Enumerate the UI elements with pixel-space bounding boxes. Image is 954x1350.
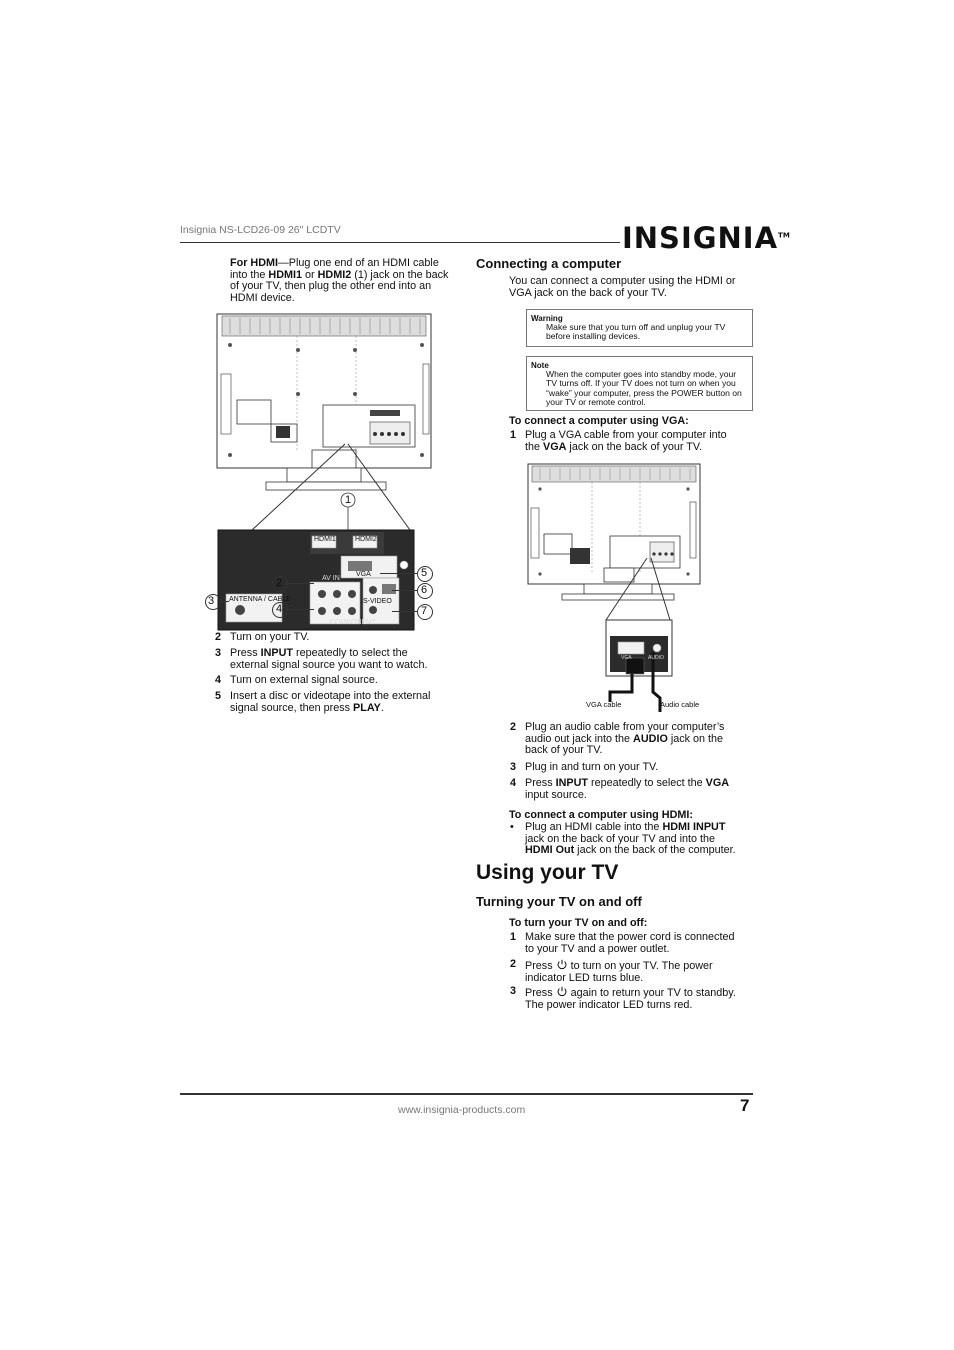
turn-step-3 (510, 986, 754, 1010)
callout-4: 4 (276, 603, 283, 615)
step-number: 2 (215, 631, 222, 643)
step-number: 2 (510, 958, 517, 970)
hdmi-bullet (510, 822, 754, 858)
step-text-part: to your TV and a power outlet. (525, 942, 670, 955)
callout-2: 2 (276, 577, 283, 589)
left-step-3 (215, 648, 465, 672)
step-number: 3 (510, 985, 517, 997)
turning-tv-heading: Turning your TV on and off (476, 894, 642, 909)
step-text-part: repeatedly to select the (293, 647, 408, 659)
left-step-2 (215, 632, 465, 644)
connecting-computer-heading: Connecting a computer (476, 256, 622, 271)
note-label: Note (531, 361, 549, 370)
step-number: 1 (510, 931, 517, 943)
hdmi-text-1: —Plug one end of an HDMI cable into the (230, 257, 439, 281)
tv-back-vga-figure (520, 462, 710, 722)
turn-step-2 (510, 959, 754, 983)
vga-cable-label: VGA cable (586, 700, 622, 709)
leader-6 (392, 590, 417, 591)
insignia-logo (622, 221, 790, 255)
vga-step-3 (510, 762, 754, 774)
step-text-part: input source. (525, 788, 587, 801)
step-number: 1 (510, 429, 517, 441)
step-text-part: jack on the (667, 732, 724, 745)
audio-label: AUDIO (633, 732, 668, 745)
step-text (525, 986, 736, 1011)
step-text-part: Make sure that the power cord is connected (525, 931, 735, 943)
step-text-part: jack on the back of the computer. (574, 844, 736, 857)
step-text-part: the (525, 440, 544, 453)
input-label: INPUT (260, 647, 294, 659)
step-text-part: indicator LED turns blue. (525, 971, 644, 984)
step-text (525, 822, 736, 857)
vga-step-1 (510, 430, 754, 454)
step-number: 4 (215, 674, 222, 686)
step-text-part: jack on the back of your TV and into the (525, 832, 716, 845)
logo-trademark: TM (778, 231, 790, 240)
vga-step-2 (510, 722, 754, 758)
left-step-5 (215, 691, 465, 715)
logo-text: INSIGNIA (622, 221, 779, 255)
leader-5 (380, 573, 417, 574)
step-text-part: Insert a disc or videotape into the external (230, 690, 431, 702)
step-text-part: audio out jack into the (525, 732, 634, 745)
panel-label-vga: VGA (356, 571, 371, 578)
step-text-part: Plug a VGA cable from your computer into (525, 429, 727, 441)
footer-url[interactable]: www.insignia-products.com (398, 1104, 526, 1116)
step-text-part: Press (525, 777, 556, 789)
step-number: 2 (510, 721, 517, 733)
step-text: Plug in and turn on your TV. (525, 761, 659, 773)
step-text-part: repeatedly to select the (588, 777, 706, 789)
hdmi-paragraph (230, 258, 458, 304)
panel-label-component: COMPONENT (330, 619, 376, 626)
callout-circle-2 (272, 576, 288, 592)
tv-back-hdmi-figure (200, 312, 440, 632)
step-number: 5 (215, 690, 222, 702)
audio-cable-label: Audio cable (660, 700, 700, 709)
step-text-part: Plug an audio cable from your computer’s (525, 721, 725, 733)
warning-box (526, 309, 753, 347)
vga-step-4 (510, 778, 754, 802)
hdmi-lead: For HDMI (230, 257, 278, 269)
note-box (526, 356, 753, 411)
page-number: 7 (740, 1096, 750, 1115)
step-text-part: external signal source you want to watch. (230, 658, 428, 671)
play-label: PLAY (353, 701, 381, 714)
hdmi2-label: HDMI2 (317, 268, 352, 281)
panel-label-antenna: ANTENNA / CABLE (229, 596, 291, 603)
panel-audio-label: AUDIO (648, 655, 664, 661)
warning-label: Warning (531, 314, 563, 323)
turn-step-1 (510, 932, 754, 956)
left-step-4 (215, 675, 465, 687)
warning-text: Make sure that you turn off and unplug your TV before installing devices. (546, 322, 726, 342)
panel-label-hdmi2: HDMI2 (355, 536, 377, 543)
hdmi1-label: HDMI1 (268, 268, 303, 281)
step-text: Turn on your TV. (230, 631, 310, 643)
step-number: 4 (510, 777, 517, 789)
step-text-part: Press (230, 647, 261, 659)
connecting-intro: You can connect a computer using the HDMI or VGA jack on the back of your TV. (509, 275, 736, 299)
hdmi-out-label: HDMI Out (525, 844, 575, 857)
step-text (525, 959, 713, 984)
panel-label-svideo: S-VIDEO (363, 598, 392, 605)
step-text-part: . (380, 701, 384, 714)
callout-6: 6 (421, 584, 428, 596)
vga-subheading: To connect a computer using VGA: (509, 415, 689, 427)
header-rule (180, 242, 620, 243)
step-text (230, 648, 427, 671)
note-text: When the computer goes into standby mode, your TV turns off. If your TV does not turn on when you “wake” your computer, press the POWER button on your TV or remote control. (546, 369, 742, 408)
step-text (525, 778, 729, 801)
step-text-part: Plug an HDMI cable into the (525, 821, 663, 833)
callout-7: 7 (421, 605, 428, 617)
turn-subheading: To turn your TV on and off: (509, 917, 648, 929)
footer-rule (180, 1093, 753, 1095)
callout-3: 3 (208, 595, 215, 607)
vga-label: VGA (543, 440, 567, 453)
hdmi-subheading: To connect a computer using HDMI: (509, 809, 693, 821)
callout-5: 5 (421, 567, 428, 579)
step-text-part: again to return your TV to standby. (567, 987, 736, 999)
vga-label: VGA (705, 777, 730, 789)
bullet-symbol: • (510, 821, 514, 833)
step-number: 3 (215, 647, 222, 659)
panel-label-hdmi1: HDMI1 (314, 536, 336, 543)
step-text-part: signal source, then press (230, 701, 354, 714)
hdmi-text-3: (1) jack on the back of your TV, then plug the other end into an HDMI device. (230, 268, 449, 304)
panel-vga-label: VGA (621, 655, 632, 661)
step-text-part: to turn on your TV. The power (567, 960, 713, 972)
power-icon (556, 986, 568, 997)
step-text-part: back of your TV. (525, 744, 603, 757)
leader-4 (286, 609, 314, 610)
hdmi-input-label: HDMI INPUT (662, 821, 726, 833)
step-text-part: Press (525, 960, 556, 972)
input-label: INPUT (555, 777, 589, 789)
step-text (230, 691, 430, 714)
step-text (525, 932, 734, 955)
running-header: Insignia NS-LCD26-09 26" LCDTV (180, 224, 341, 236)
step-text (525, 722, 724, 757)
leader-3 (219, 601, 229, 602)
callout-1: 1 (345, 494, 352, 506)
step-text (525, 430, 727, 453)
step-text-part: jack on the back of your TV. (566, 440, 703, 453)
panel-label-av-in: AV IN (322, 575, 340, 582)
leader-7 (392, 611, 417, 612)
step-text-part: The power indicator LED turns red. (525, 998, 693, 1011)
step-text: Turn on external signal source. (230, 674, 378, 686)
using-your-tv-heading: Using your TV (476, 861, 619, 884)
step-number: 3 (510, 761, 517, 773)
step-text-part: Press (525, 987, 556, 999)
leader-2 (286, 583, 314, 584)
power-icon (556, 959, 568, 970)
hdmi-text-2: or (302, 268, 318, 281)
